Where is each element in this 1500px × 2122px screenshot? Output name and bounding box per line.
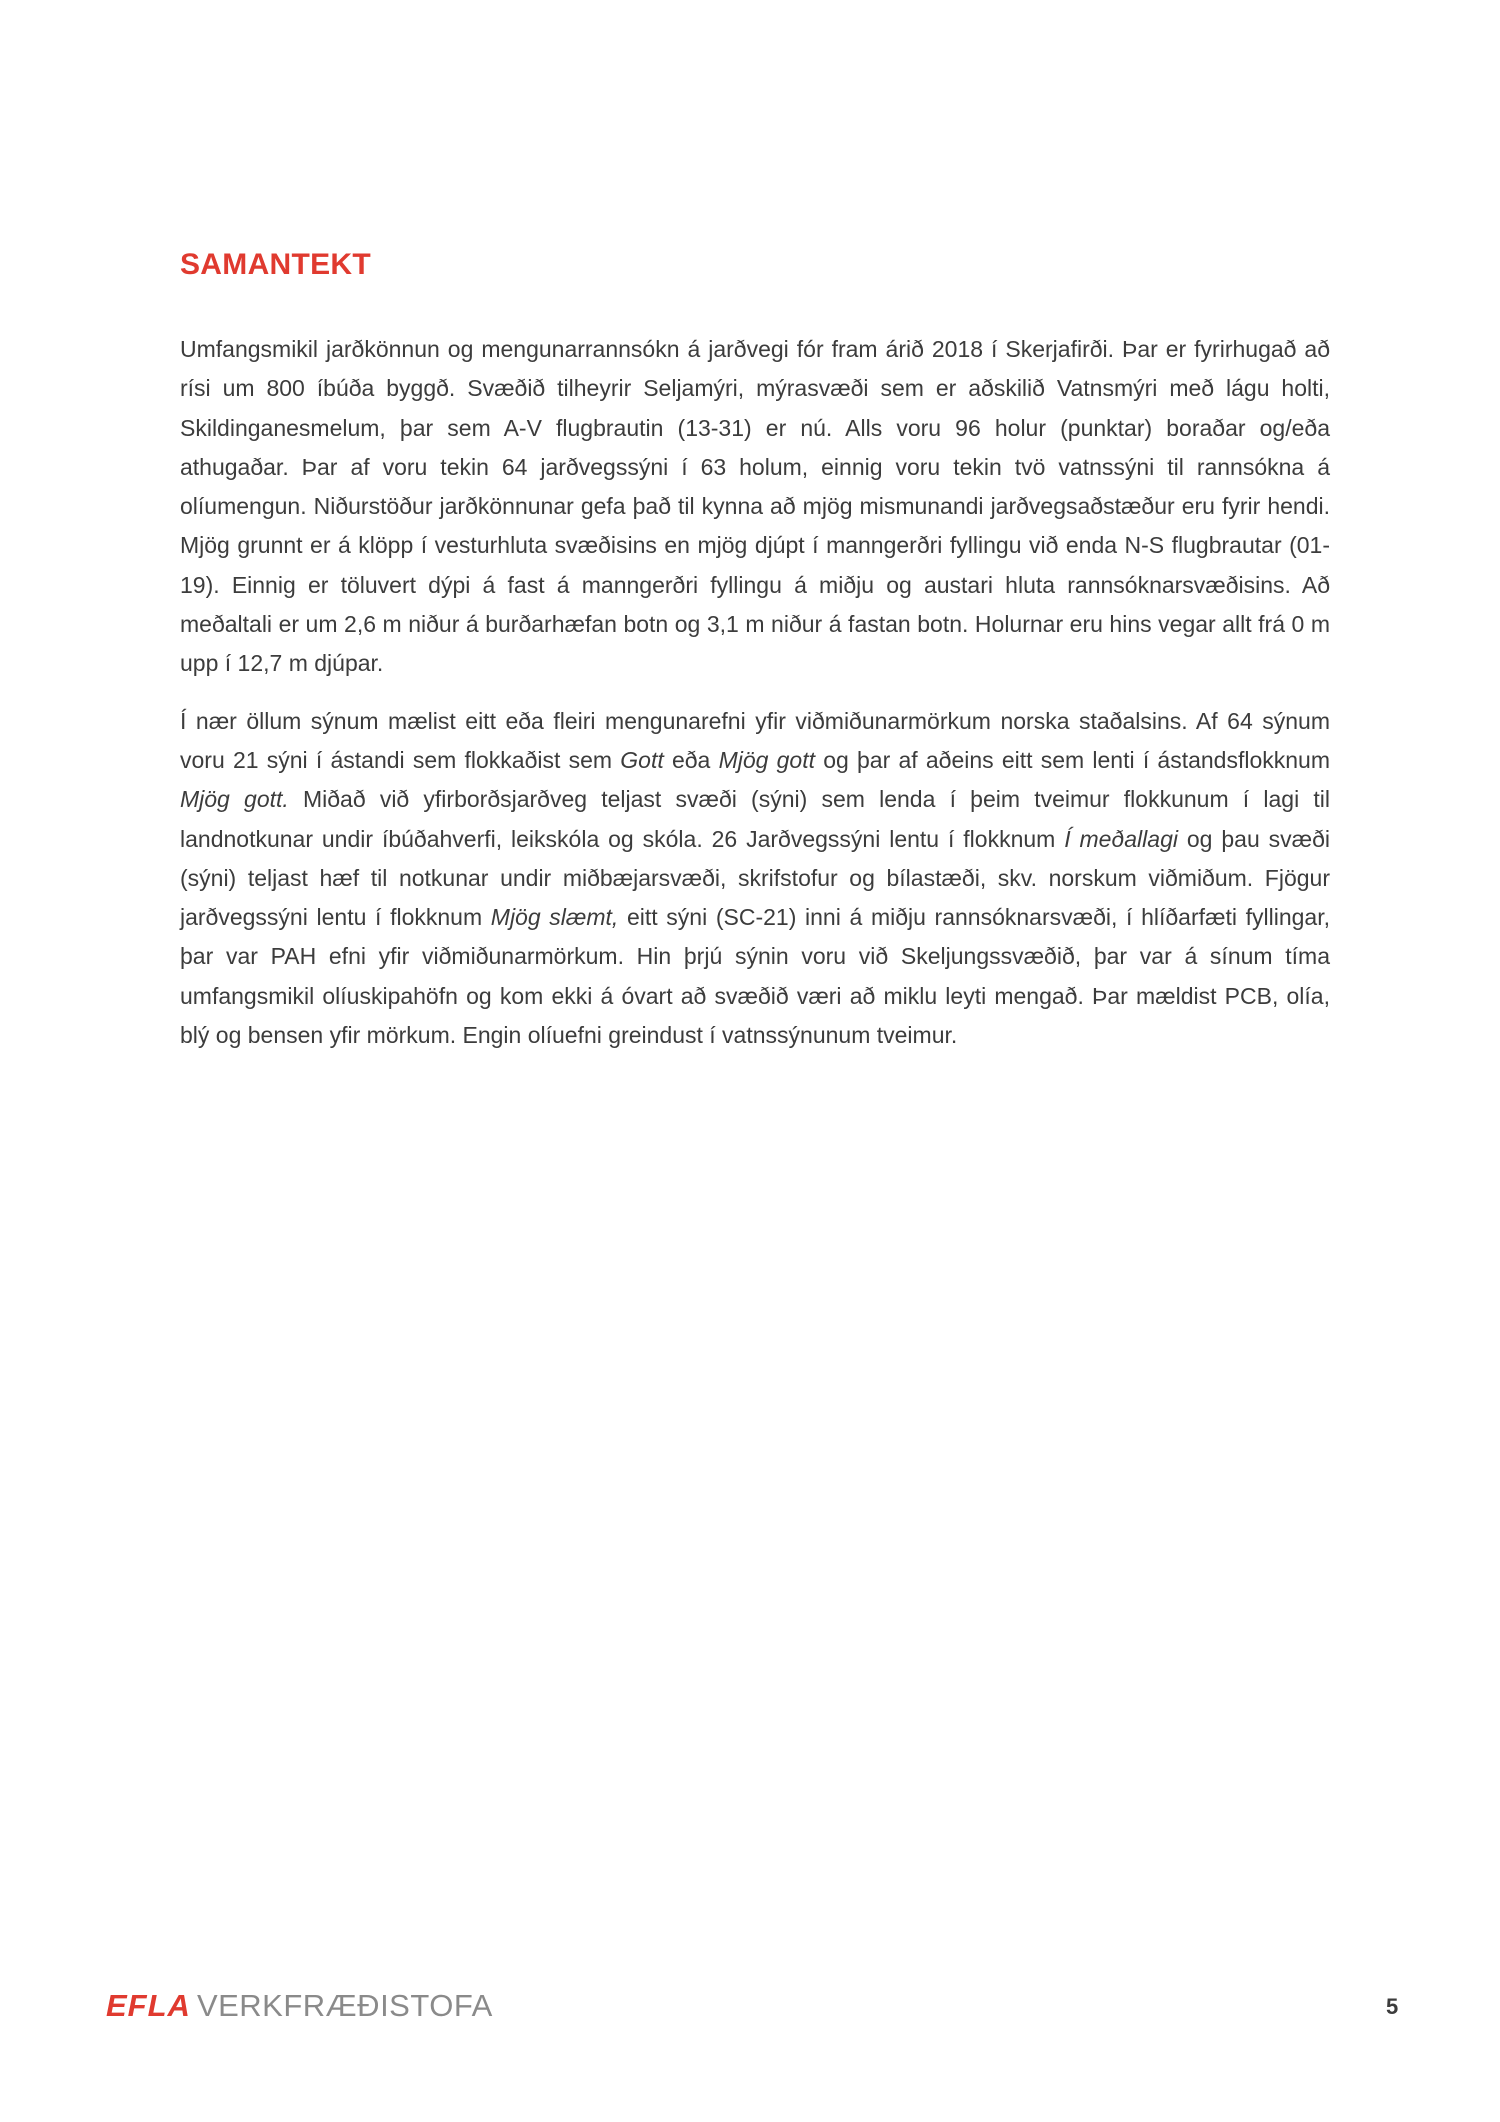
logo-mark: EFLA bbox=[106, 1988, 191, 2023]
paragraph-2-segment: eða bbox=[663, 746, 719, 773]
body-text bbox=[180, 330, 1330, 1073]
category-i-medallagi: Í meðallagi bbox=[1064, 825, 1178, 852]
section-heading: SAMANTEKT bbox=[180, 248, 372, 281]
paragraph-2-segment: Í nær öllum sýnum mælist eitt eða fleiri mengunarefni yfir viðmiðunarmörkum norska staðalsins. Af 64 sýnum voru 21 sýni í ástandi sem flokkaðist sem bbox=[180, 707, 1330, 773]
page-number: 5 bbox=[1386, 1994, 1399, 2019]
paragraph-2-segment: og þar af aðeins eitt sem lenti í ástandsflokknum bbox=[815, 746, 1331, 773]
category-mjog-slaemt: Mjög slæmt, bbox=[490, 904, 619, 931]
paragraph-2-segment: Miðað við yfirborðsjarðveg teljast svæði (sýni) sem lenda í þeim tveimur flokkunum í lagi til landnotkunar undir íbúðahverfi, leikskóla og skóla. 26 Jarðvegssýni lentu í flokknum bbox=[180, 786, 1330, 852]
category-gott: Gott bbox=[620, 746, 664, 773]
summary-paragraph-2 bbox=[180, 702, 1330, 1056]
paragraph-2-segment: og þau svæði (sýni) teljast hæf til notkunar undir miðbæjarsvæði, skrifstofur og bílastæði, skv. norskum viðmiðum. Fjögur jarðvegssýni lentu í flokknum bbox=[180, 825, 1331, 931]
paragraph-2-segment: eitt sýni (SC-21) inni á miðju rannsóknarsvæði, í hlíðarfæti fyllingar, þar var PAH efni yfir viðmiðunarmörkum. Hin þrjú sýnin voru við Skeljungssvæðið, þar var á sínum tíma umfangsmikil olíuskipahöfn og kom ekki á óvart að svæðið væri að miklu leyti mengað. Þar mældist PCB, olía, blý og bensen yfir mörkum. Engin olíuefni greindust í vatnssýnunum tveimur. bbox=[180, 904, 1330, 1049]
company-logo bbox=[106, 1990, 493, 2021]
summary-paragraph-1: Umfangsmikil jarðkönnun og mengunarrannsókn á jarðvegi fór fram árið 2018 í Skerjafirði. Þar er fyrirhugað að rísi um 800 íbúða byggð. Svæðið tilheyrir Seljamýri, mýrasvæði sem er aðskilið Vatnsmýri með lágu holti, Skildinganesmelum, þar sem A-V flugbrautin (13-31) er nú. Alls voru 96 holur (punktar) boraðar og/eða athugaðar. Þar af voru tekin 64 jarðvegssýni í 63 holum, einnig voru tekin tvö vatnssýni til rannsókna á olíumengun. Niðurstöður jarðkönnunar gefa það til kynna að mjög mismunandi jarðvegsaðstæður eru fyrir hendi. Mjög grunnt er á klöpp í vesturhluta svæðisins en mjög djúpt í manngerðri fyllingu við enda N-S flugbrautar (01-19). Einnig er töluvert dýpi á fast á manngerðri fyllingu á miðju og austari hluta rannsóknarsvæðisins. Að meðaltali er um 2,6 m niður á burðarhæfan botn og 3,1 m niður á fastan botn. Holurnar eru hins vegar allt frá 0 m upp í 12,7 m djúpar. bbox=[180, 336, 1330, 677]
category-mjog-gott-2: Mjög gott. bbox=[180, 786, 289, 813]
category-mjog-gott: Mjög gott bbox=[718, 746, 815, 773]
logo-text: VERKFRÆÐISTOFA bbox=[196, 1988, 493, 2023]
